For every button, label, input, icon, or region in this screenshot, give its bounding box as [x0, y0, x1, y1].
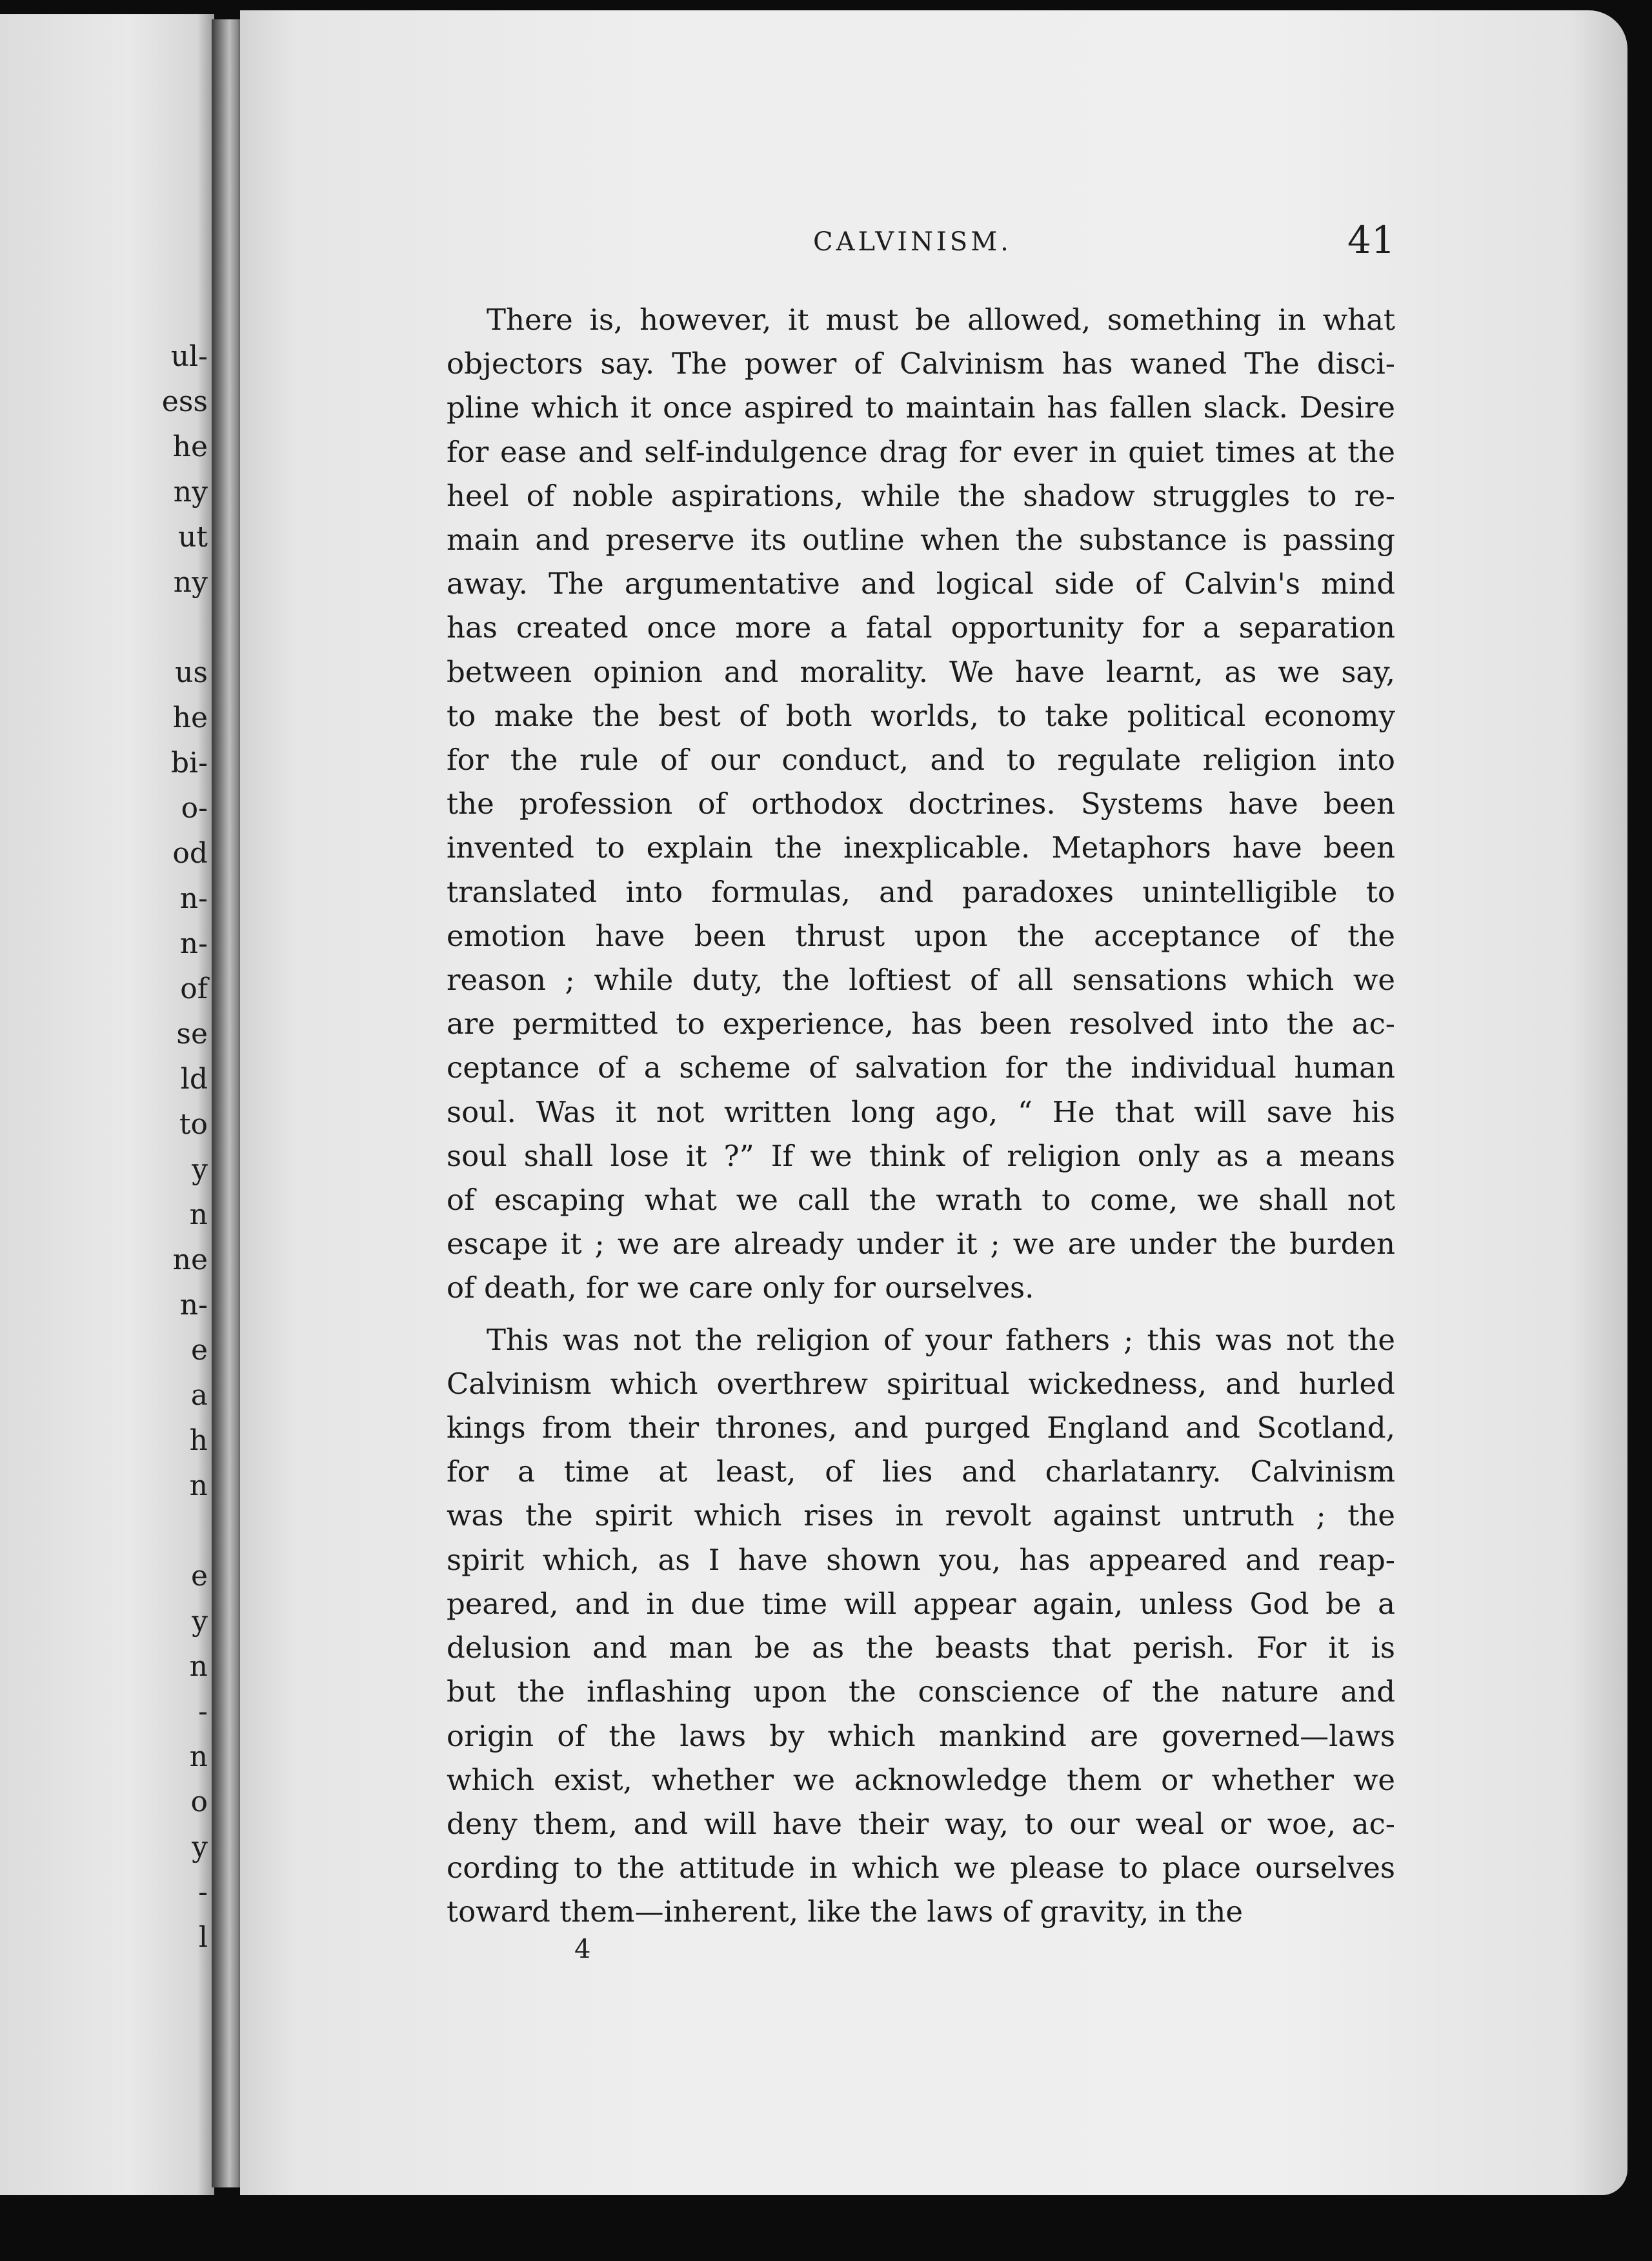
previous-page-fragment: n- — [179, 882, 208, 915]
running-head — [240, 218, 1627, 270]
text-line: deny them, and will have their way, to our weal or woe, ac- — [447, 1806, 1395, 1841]
previous-page-fragment: bi- — [170, 747, 208, 779]
text-line: for ease and self-indulgence drag for ever in quiet times at the — [447, 434, 1395, 469]
previous-page-fragment: y — [192, 1605, 208, 1638]
signature-mark: 4 — [574, 1934, 591, 1964]
text-line: delusion and man be as the beasts that perish. For it is — [447, 1631, 1395, 1665]
text-line: which exist, whether we acknowledge them or whether we — [447, 1762, 1395, 1797]
previous-page-fragment: a — [190, 1379, 208, 1412]
previous-page-fragment: - — [198, 1695, 208, 1728]
previous-page-fragment: ul- — [170, 340, 208, 373]
text-line: has created once more a fatal opportunity for a separation — [447, 610, 1395, 645]
text-line: peared, and in due time will appear again, unless God be a — [447, 1586, 1395, 1621]
text-line: There is, however, it must be allowed, something in what — [487, 303, 1395, 337]
book-gutter — [212, 19, 244, 2187]
text-line: translated into formulas, and paradoxes unintelligible to — [447, 874, 1395, 909]
previous-page-fragment: h — [189, 1424, 208, 1457]
text-line: of death, for we care only for ourselves. — [447, 1271, 1034, 1305]
text-line: reason ; while duty, the loftiest of all sensations which we — [447, 963, 1395, 998]
text-line: to make the best of both worlds, to take political economy — [447, 698, 1395, 733]
text-line: soul. Was it not written long ago, “ He that will save his — [447, 1094, 1395, 1129]
text-line: but the inflashing upon the conscience of the nature and — [447, 1674, 1395, 1709]
text-line: main and preserve its outline when the substance is passing — [447, 523, 1395, 558]
text-line: of escaping what we call the wrath to come, we shall not — [447, 1183, 1395, 1218]
text-line: toward them—inherent, like the laws of gravity, in the — [447, 1894, 1243, 1929]
previous-page-fragment: od — [172, 837, 208, 870]
previous-page-fragment: e — [190, 1334, 208, 1367]
text-line: soul shall lose it ?” If we think of religion only as a means — [447, 1138, 1395, 1173]
previous-page-fragment: to — [179, 1108, 208, 1141]
text-line: cording to the attitude in which we please to place ourselves — [447, 1851, 1395, 1885]
text-line: pline which it once aspired to maintain has fallen slack. Desire — [447, 390, 1395, 425]
text-line: away. The argumentative and logical side of Calvin's mind — [447, 567, 1395, 601]
text-line: between opinion and morality. We have learnt, as we say, — [447, 654, 1395, 689]
previous-page-fragment: n- — [179, 1289, 208, 1321]
previous-page-fragment: n- — [179, 927, 208, 960]
text-line: origin of the laws by which mankind are governed—laws — [447, 1718, 1395, 1753]
text-line: objectors say. The power of Calvinism has waned The disci- — [447, 347, 1395, 381]
previous-page-fragment: n — [189, 1469, 208, 1502]
paragraph — [447, 1318, 1395, 1934]
text-line: for the rule of our conduct, and to regulate religion into — [447, 743, 1395, 778]
body-text — [447, 298, 1395, 1942]
previous-page-fragment: o — [190, 1785, 208, 1818]
previous-page-fragment: ne — [172, 1243, 208, 1276]
text-line: was the spirit which rises in revolt against untruth ; the — [447, 1498, 1395, 1533]
previous-page-fragment: ny — [173, 566, 208, 599]
page-number: 41 — [1347, 218, 1395, 262]
previous-page-fragment: - — [198, 1876, 208, 1909]
text-line: are permitted to experience, has been resolved into the ac- — [447, 1007, 1395, 1041]
previous-page-fragment: se — [176, 1018, 208, 1050]
text-line: the profession of orthodox doctrines. Systems have been — [447, 787, 1395, 821]
text-line: escape it ; we are already under it ; we are under the burden — [447, 1227, 1395, 1261]
previous-page-edge — [0, 14, 214, 2195]
text-line: ceptance of a scheme of salvation for the individual human — [447, 1050, 1395, 1085]
previous-page-fragment: he — [172, 430, 208, 463]
previous-page-fragment: o- — [181, 792, 208, 825]
previous-page-fragment: l — [198, 1921, 208, 1954]
book-page — [240, 10, 1627, 2195]
paragraph — [447, 298, 1395, 1311]
previous-page-fragment: n — [189, 1740, 208, 1773]
text-line: spirit which, as I have shown you, has appeared and reap- — [447, 1542, 1395, 1577]
previous-page-fragment: he — [172, 701, 208, 734]
text-line: This was not the religion of your fathers ; this was not the — [487, 1322, 1395, 1357]
previous-page-fragment: n — [189, 1198, 208, 1231]
previous-page-fragment: ld — [180, 1063, 208, 1096]
previous-page-fragment: e — [190, 1560, 208, 1593]
previous-page-fragment: of — [180, 972, 208, 1005]
previous-page-fragment: n — [189, 1650, 208, 1683]
text-line: for a time at least, of lies and charlatanry. Calvinism — [447, 1454, 1395, 1489]
previous-page-fragment: ny — [173, 476, 208, 508]
text-line: heel of noble aspirations, while the shadow struggles to re- — [447, 478, 1395, 513]
text-line: Calvinism which overthrew spiritual wickedness, and hurled — [447, 1366, 1395, 1401]
text-line: kings from their thrones, and purged England and Scotland, — [447, 1411, 1395, 1445]
running-title: CALVINISM. — [813, 227, 1012, 257]
previous-page-fragment: ess — [161, 385, 208, 418]
previous-page-fragment: y — [192, 1831, 208, 1864]
text-line: invented to explain the inexplicable. Metaphors have been — [447, 830, 1395, 865]
previous-page-fragment: ut — [177, 521, 208, 554]
text-line: emotion have been thrust upon the acceptance of the — [447, 918, 1395, 953]
previous-page-fragment: y — [192, 1153, 208, 1186]
previous-page-fragment: us — [175, 656, 208, 689]
